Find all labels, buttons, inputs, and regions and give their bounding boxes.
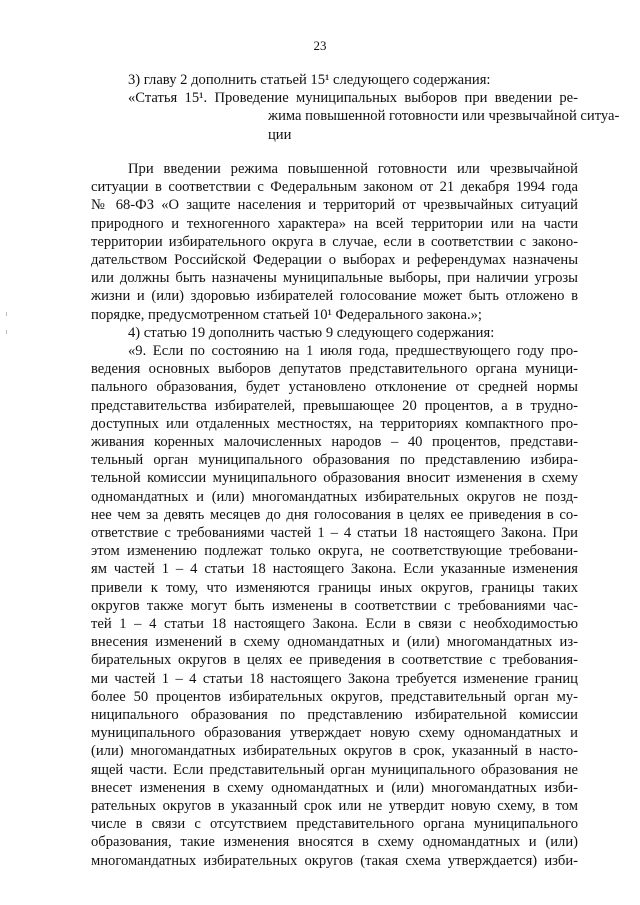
text-line: одномандатных и (или) многомандатных избирательных округов не позд- xyxy=(91,488,578,505)
scan-speck xyxy=(6,330,7,334)
text-line: территории избирательного округа в случае, если в соответствии с законо- xyxy=(91,233,578,250)
text-line: ведения основных выборов депутатов представительного органа муници- xyxy=(91,361,578,378)
text-line: «Статья 15¹. Проведение муниципальных выборов при введении ре- xyxy=(128,90,578,107)
text-line: многомандатных избирательных округов (такая схема утверждается) изби- xyxy=(91,852,578,869)
text-line: природного и техногенного характера» на всей территории или на части xyxy=(91,215,578,232)
text-line: ниципального образования по представлению избирательной комиссии xyxy=(91,707,578,723)
text-line: нее чем за девять месяцев до дня голосования в целях ее приведения в со- xyxy=(91,506,578,523)
text-line: образования, такие изменения вносятся в схему одномандатных и (или) xyxy=(91,834,578,851)
text-line: № 68-ФЗ «О защите населения и территорий от чрезвычайных ситуаций xyxy=(91,197,578,214)
text-line: представительства избирателей, превышающее 20 процентов, а в трудно- xyxy=(91,397,578,414)
text-line: тельный орган муниципального образования по представлению избира- xyxy=(91,452,578,469)
text-line: жима повышенной готовности или чрезвычайной ситуа- xyxy=(268,108,620,125)
text-line: ми частей 1 – 4 статьи 18 настоящего Закона требуется изменение границ xyxy=(91,670,578,687)
text-line: При введении режима повышенной готовности или чрезвычайной xyxy=(128,161,578,177)
text-line: округов также могут быть изменены в соответствии с требованиями час- xyxy=(91,597,578,614)
text-line: «9. Если по состоянию на 1 июля года, предшествующего году про- xyxy=(128,343,578,359)
text-line: ям частей 1 – 4 статьи 18 настоящего Закона. Если указанные изменения xyxy=(91,561,578,578)
text-line: живания коренных малочисленных народов – 40 процентов, представи- xyxy=(91,434,578,450)
text-line: 3) главу 2 дополнить статьей 15¹ следующего содержания: xyxy=(128,72,491,88)
text-line: ции xyxy=(268,126,292,143)
scan-speck xyxy=(6,312,7,316)
text-line: доступных или отдаленных местностях, на территориях компактного про- xyxy=(91,415,578,432)
text-line: привели к тому, что изменяются границы иных округов, границы таких xyxy=(91,579,578,596)
text-line: тей 1 – 4 статьи 18 настоящего Закона. Если в связи с необходимостью xyxy=(91,616,578,632)
text-line: 4) статью 19 дополнить частью 9 следующего содержания: xyxy=(128,324,495,341)
text-line: (или) многомандатных избирательных округов в срок, указанный в насто- xyxy=(91,743,578,760)
text-line: муниципального образования утверждает новую схему одномандатных и xyxy=(91,725,578,742)
text-line: числе в связи с отсутствием представительного органа муниципального xyxy=(91,816,578,833)
text-line: ящей части. Если представительный орган муниципального образования не xyxy=(91,761,578,778)
text-line: тельной комиссии муниципального образования вносит изменения в схему xyxy=(91,470,578,487)
text-line: внесет изменения в схему одномандатных и (или) многомандатных изби- xyxy=(91,779,578,796)
text-line: дательством Российской Федерации о выборах и референдумах назначены xyxy=(91,252,578,268)
text-line: бирательных округов в целях ее приведения в соответствие с требования- xyxy=(91,652,578,669)
text-line: внесения изменений в схему одномандатных и (или) многомандатных из- xyxy=(91,634,578,651)
page-number: 23 xyxy=(313,38,327,53)
text-line: ситуации в соответствии с Федеральным законом от 21 декабря 1994 года xyxy=(91,179,578,196)
text-line: пального образования, будет установлено отклонение от средней нормы xyxy=(91,379,578,396)
text-line: этом изменению подлежат только округа, не соответствующие требовани- xyxy=(91,543,578,560)
text-line: рательных округов в указанный срок или не утвердит новую схему, в том xyxy=(91,798,578,814)
text-line: жизни и (или) здоровью избирателей голосование может быть отложено в xyxy=(91,288,578,305)
text-line: порядке, предусмотренном статьей 10¹ Федерального закона.»; xyxy=(91,306,482,323)
text-line: или должны быть назначены муниципальные выборы, при наличии угрозы xyxy=(91,270,578,287)
text-line: более 50 процентов избирательных округов, представительный орган му- xyxy=(91,688,578,705)
text-line: ответствие с требованиями частей 1 – 4 статьи 18 настоящего Закона. При xyxy=(91,525,578,541)
